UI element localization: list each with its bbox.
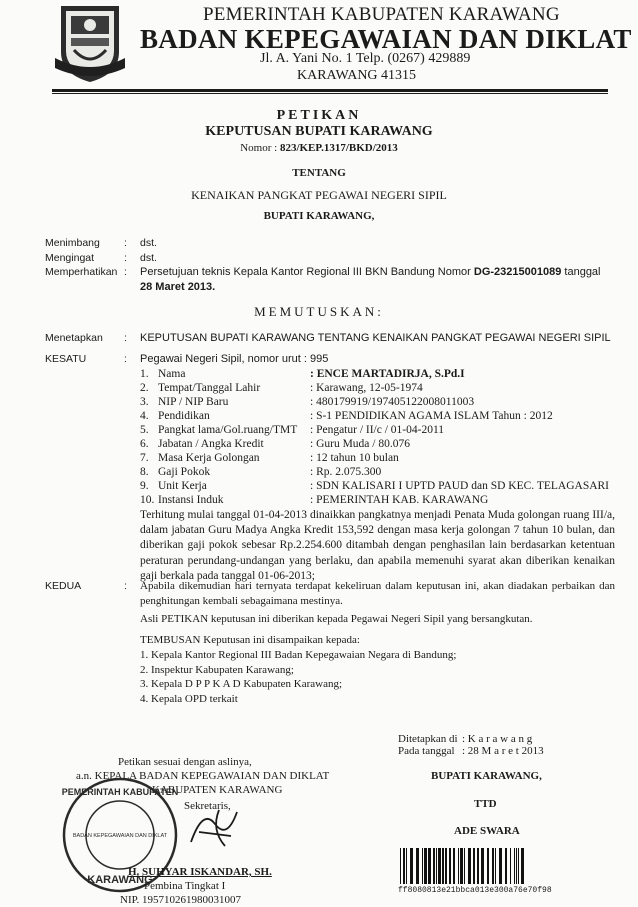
menimbang-value: dst. [140,237,157,249]
memperhatikan-value: Persetujuan teknis Kepala Kantor Regional III BKN Bandung Nomor DG-23215001089 tanggal 28 Maret 2013. [140,266,601,293]
ditetapkan-label: Ditetapkan di [398,733,458,745]
doc-title: KEPUTUSAN BUPATI KARAWANG [205,124,433,139]
menetapkan-label: Menetapkan [45,332,103,344]
detail-label: Tempat/Tanggal Lahir [158,382,261,394]
on-behalf-of: a.n. KEPALA BADAN KEPEGAWAIAN DAN DIKLAT [76,770,330,782]
header-rule-thick [52,89,608,92]
detail-value: : Guru Muda / 80.076 [310,438,410,450]
tanggal-value: : 28 M a r e t 2013 [462,745,544,757]
memutuskan-heading: MEMUTUSKAN: [254,304,384,319]
tentang-label: TENTANG [292,167,346,179]
detail-value: : Rp. 2.075.300 [310,466,382,478]
secretary-nip: NIP. 195710261980031007 [120,894,242,906]
detail-number: 6. [140,438,149,450]
detail-label: Pangkat lama/Gol.ruang/TMT [158,424,298,436]
detail-label: Gaji Pokok [158,466,211,478]
stamp-inner-text: BADAN KEPEGAWAIAN DAN DIKLAT [72,833,168,839]
asli-text: Asli PETIKAN keputusan ini diberikan kepada Pegawai Negeri Sipil yang bersangkutan. [140,613,533,625]
detail-number: 8. [140,466,149,478]
detail-label: Jabatan / Angka Kredit [158,438,264,450]
header-agency: BADAN KEPEGAWAIAN DAN DIKLAT [140,24,632,54]
header-city: KARAWANG 41315 [297,68,417,83]
detail-label: NIP / NIP Baru [158,396,229,408]
header-government: PEMERINTAH KABUPATEN KARAWANG [203,4,560,25]
kesatu-label: KESATU [45,353,87,365]
secretary-title: Sekretaris, [184,800,231,812]
header-address: Jl. A. Yani No. 1 Telp. (0267) 429889 [260,51,471,66]
menetapkan-value: KEPUTUSAN BUPATI KARAWANG TENTANG KENAIKAN PANGKAT PEGAWAI NEGERI SIPIL [140,332,611,344]
kedua-colon: : [124,580,127,592]
header-rule-thin [52,93,608,94]
mengingat-colon: : [124,252,127,264]
detail-number: 4. [140,410,149,422]
secretary-name: H. SUHYAR ISKANDAR, SH. [128,866,272,878]
doc-subject: KENAIKAN PANGKAT PEGAWAI NEGERI SIPIL [191,188,447,202]
detail-value: : SDN KALISARI I UPTD PAUD dan SD KEC. TELAGASARI [310,480,610,492]
tembusan-item: 2. Inspektur Kabupaten Karawang; [140,663,294,676]
doc-number: Nomor : 823/KEP.1317/BKD/2013 [240,142,398,154]
mengingat-value: dst. [140,252,157,264]
detail-value: : 480179919/197405122008011003 [310,396,475,408]
kesatu-intro: Pegawai Negeri Sipil, nomor urut : 995 [140,353,329,365]
detail-number: 5. [140,424,149,436]
detail-label: Masa Kerja Golongan [158,452,260,464]
tembusan-item: 3. Kepala D P P K A D Kabupaten Karawang; [140,678,343,690]
menetapkan-colon: : [124,332,127,344]
tembusan-item: 1. Kepala Kantor Regional III Badan Kepegawaian Negara di Bandung; [140,649,457,661]
certified-copy-note: Petikan sesuai dengan aslinya, [118,756,252,768]
tembusan-list [140,648,615,706]
tanggal-label: Pada tanggal [398,745,455,757]
detail-label: Pendidikan [158,410,210,422]
ditetapkan-value: : K a r a w a n g [462,733,533,745]
detail-label: Nama [158,368,186,380]
barcode-code: ff8080813e21bbca013e300a76e70f98 [398,886,552,895]
ttd-mark: TTD [474,798,497,810]
mengingat-label: Mengingat [45,252,95,264]
stamp-outer-top-text: PEMERINTAH KABUPATEN [61,787,179,797]
bupati-name: ADE SWARA [454,825,520,837]
detail-number: 3. [140,396,149,408]
menimbang-colon: : [124,237,127,249]
handwritten-signature [185,802,245,852]
tembusan-item: 4. Kepala OPD terkait [140,692,238,705]
kedua-text: Apabila dikemudian hari ternyata terdapat kekeliruan dalam keputusan ini, akan diadakan perbaikan dan penghitungan kembali sebagaimana mestinya. [140,580,615,608]
detail-value-name: : ENCE MARTADIRJA, S.Pd.I [310,368,465,380]
tembusan-title: TEMBUSAN Keputusan ini disampaikan kepada: [140,634,360,646]
bupati-heading: BUPATI KARAWANG, [263,210,375,222]
menimbang-label: Menimbang [45,237,100,249]
district-crest-icon [55,2,125,84]
kedua-label: KEDUA [45,580,82,592]
detail-number: 10. [140,494,155,506]
detail-value: : Pengatur / II/c / 01-04-2011 [310,424,445,436]
document-barcode [400,848,615,884]
detail-value: : Karawang, 12-05-1974 [310,382,423,394]
promotion-paragraph: Terhitung mulai tanggal 01-04-2013 dinaikkan pangkatnya menjadi Penata Muda golongan ruang III/a, dalam jabatan Guru Madya Angka Kredit 153,592 dengan masa kerja golongan 7 tahun 10 bulan, dan diberikan gaji pokok sebesar Rp.2.254.600 ditambah dengan penghasilan lain berdasarkan ketentuan peraturan perundang-undangan yang berlaku, dan apabila memenuhi syarat akan diberikan kenaikan gaji berkala pada tanggal 01-06-2013; [140,509,615,582]
detail-number: 2. [140,382,149,394]
detail-label: Unit Kerja [158,480,207,492]
bupati-signature-title: BUPATI KARAWANG, [431,770,542,782]
kesatu-colon: : [124,353,127,365]
secretary-rank: Pembina Tingkat I [144,880,226,892]
doc-type: PETIKAN [276,108,362,123]
detail-value: : 12 tahun 10 bulan [310,452,399,464]
detail-number: 1. [140,368,149,380]
detail-number: 9. [140,480,149,492]
memperhatikan-colon: : [124,266,127,278]
memperhatikan-label: Memperhatikan [45,266,118,278]
detail-number: 7. [140,452,149,464]
detail-value: : S-1 PENDIDIKAN AGAMA ISLAM Tahun : 2012 [310,410,553,422]
detail-value: : PEMERINTAH KAB. KARAWANG [310,494,489,506]
detail-label: Instansi Induk [158,494,224,506]
on-behalf-of-district: KABUPATEN KARAWANG [152,784,283,796]
stamp-outer-bottom-text: KARAWANG [87,874,153,886]
